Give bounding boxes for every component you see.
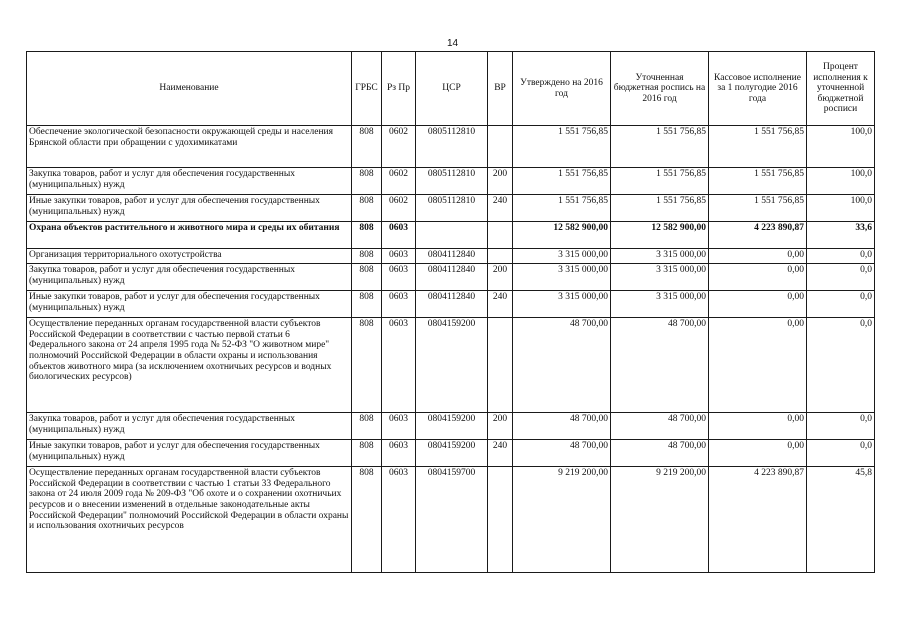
cell-cash: 0,00 [709,249,807,264]
cell-refined: 3 315 000,00 [611,291,709,318]
cell-percent: 0,0 [807,413,875,440]
cell-refined: 3 315 000,00 [611,249,709,264]
cell-csr [416,222,488,249]
table-row [27,318,875,413]
cell-csr: 0804159200 [416,413,488,440]
cell-grbs: 808 [352,440,382,467]
cell-rzpr: 0602 [382,195,416,222]
table-row [27,249,875,264]
header-rzpr: Рз Пр [382,52,416,126]
header-approved: Утверждено на 2016 год [513,52,611,126]
cell-cash: 0,00 [709,318,807,413]
cell-approved: 9 219 200,00 [513,467,611,573]
cell-csr: 0804159700 [416,467,488,573]
cell-cash: 1 551 756,85 [709,168,807,195]
cell-grbs: 808 [352,318,382,413]
header-vr: ВР [488,52,513,126]
cell-csr: 0804112840 [416,264,488,291]
header-refined: Уточненная бюджетная роспись на 2016 год [611,52,709,126]
page-number: 14 [446,38,459,49]
cell-vr: 240 [488,195,513,222]
cell-vr: 240 [488,291,513,318]
cell-csr: 0805112810 [416,126,488,168]
table-body [27,126,875,573]
cell-approved: 48 700,00 [513,413,611,440]
header-grbs: ГРБС [352,52,382,126]
cell-approved: 12 582 900,00 [513,222,611,249]
cell-percent: 0,0 [807,291,875,318]
header-csr: ЦСР [416,52,488,126]
cell-rzpr: 0602 [382,168,416,195]
cell-rzpr: 0603 [382,440,416,467]
table-row [27,467,875,573]
table-row [27,126,875,168]
cell-rzpr: 0602 [382,126,416,168]
cell-percent: 0,0 [807,249,875,264]
cell-grbs: 808 [352,291,382,318]
cell-percent: 45,8 [807,467,875,573]
table-row [27,440,875,467]
cell-rzpr: 0603 [382,264,416,291]
cell-rzpr: 0603 [382,249,416,264]
cell-approved: 3 315 000,00 [513,264,611,291]
cell-vr [488,222,513,249]
cell-vr [488,126,513,168]
cell-vr [488,318,513,413]
cell-cash: 1 551 756,85 [709,195,807,222]
table-row [27,264,875,291]
cell-approved: 1 551 756,85 [513,195,611,222]
cell-cash: 0,00 [709,291,807,318]
cell-vr: 200 [488,413,513,440]
cell-refined: 48 700,00 [611,440,709,467]
cell-name: Охрана объектов растительного и животного мира и среды их обитания [27,222,352,249]
cell-csr: 0804159200 [416,318,488,413]
cell-grbs: 808 [352,249,382,264]
cell-rzpr: 0603 [382,222,416,249]
cell-approved: 1 551 756,85 [513,126,611,168]
cell-grbs: 808 [352,413,382,440]
header-cash: Кассовое исполнение за 1 полугодие 2016 года [709,52,807,126]
cell-refined: 9 219 200,00 [611,467,709,573]
cell-percent: 33,6 [807,222,875,249]
cell-grbs: 808 [352,168,382,195]
cell-approved: 48 700,00 [513,318,611,413]
cell-name: Закупка товаров, работ и услуг для обеспечения государственных (муниципальных) нужд [27,168,352,195]
cell-csr: 0804159200 [416,440,488,467]
table-row [27,168,875,195]
cell-refined: 1 551 756,85 [611,168,709,195]
cell-percent: 100,0 [807,195,875,222]
cell-refined: 48 700,00 [611,413,709,440]
cell-cash: 0,00 [709,440,807,467]
cell-vr [488,249,513,264]
cell-cash: 4 223 890,87 [709,467,807,573]
cell-name: Иные закупки товаров, работ и услуг для обеспечения государственных (муниципальных) нужд [27,440,352,467]
table-header-row [27,52,875,126]
cell-rzpr: 0603 [382,413,416,440]
header-percent: Процент исполнения к уточненной бюджетной росписи [807,52,875,126]
cell-name: Обеспечение экологической безопасности окружающей среды и населения Брянской области при обращении с удохимикатами [27,126,352,168]
cell-name: Осуществление переданных органам государственной власти субъектов Российской Федерации в соответствии с частью 1 статьи 33 Федерального закона от 24 июля 2009 года № 209-ФЗ "Об охоте и о сохранении охотничьих ресурсов и о внесении изменений в отдельные законодательные акты Российской Федерации" полномочий Российской Федерации в области охраны и использования охотничьих ресурсов [27,467,352,573]
cell-approved: 1 551 756,85 [513,168,611,195]
cell-grbs: 808 [352,126,382,168]
table-row [27,195,875,222]
cell-name: Иные закупки товаров, работ и услуг для обеспечения государственных (муниципальных) нужд [27,195,352,222]
cell-percent: 0,0 [807,264,875,291]
cell-vr: 200 [488,264,513,291]
table-row [27,291,875,318]
cell-cash: 0,00 [709,413,807,440]
cell-refined: 48 700,00 [611,318,709,413]
header-name: Наименование [27,52,352,126]
cell-name: Закупка товаров, работ и услуг для обеспечения государственных (муниципальных) нужд [27,264,352,291]
cell-vr: 200 [488,168,513,195]
cell-csr: 0805112810 [416,195,488,222]
cell-vr: 240 [488,440,513,467]
cell-name: Иные закупки товаров, работ и услуг для обеспечения государственных (муниципальных) нужд [27,291,352,318]
cell-grbs: 808 [352,222,382,249]
cell-percent: 100,0 [807,126,875,168]
table-row [27,222,875,249]
cell-csr: 0804112840 [416,249,488,264]
cell-refined: 1 551 756,85 [611,195,709,222]
cell-rzpr: 0603 [382,467,416,573]
cell-csr: 0805112810 [416,168,488,195]
cell-grbs: 808 [352,467,382,573]
cell-approved: 3 315 000,00 [513,291,611,318]
cell-cash: 0,00 [709,264,807,291]
cell-refined: 3 315 000,00 [611,264,709,291]
cell-cash: 4 223 890,87 [709,222,807,249]
cell-name: Закупка товаров, работ и услуг для обеспечения государственных (муниципальных) нужд [27,413,352,440]
cell-name: Осуществление переданных органам государственной власти субъектов Российской Федерации в соответствии с частью первой статьи 6 Федерального закона от 24 апреля 1995 года № 52-ФЗ "О животном мире" полномочий Российской Федерации в области охраны и использования объектов животного мира (за исключением охотничьих ресурсов и водных биологических ресурсов) [27,318,352,413]
cell-refined: 12 582 900,00 [611,222,709,249]
cell-grbs: 808 [352,264,382,291]
cell-percent: 0,0 [807,440,875,467]
cell-cash: 1 551 756,85 [709,126,807,168]
cell-csr: 0804112840 [416,291,488,318]
cell-percent: 0,0 [807,318,875,413]
cell-name: Организация территориального охотустройства [27,249,352,264]
cell-refined: 1 551 756,85 [611,126,709,168]
cell-rzpr: 0603 [382,291,416,318]
cell-grbs: 808 [352,195,382,222]
budget-table [26,51,875,573]
cell-percent: 100,0 [807,168,875,195]
cell-approved: 3 315 000,00 [513,249,611,264]
cell-vr [488,467,513,573]
table-row [27,413,875,440]
cell-approved: 48 700,00 [513,440,611,467]
cell-rzpr: 0603 [382,318,416,413]
